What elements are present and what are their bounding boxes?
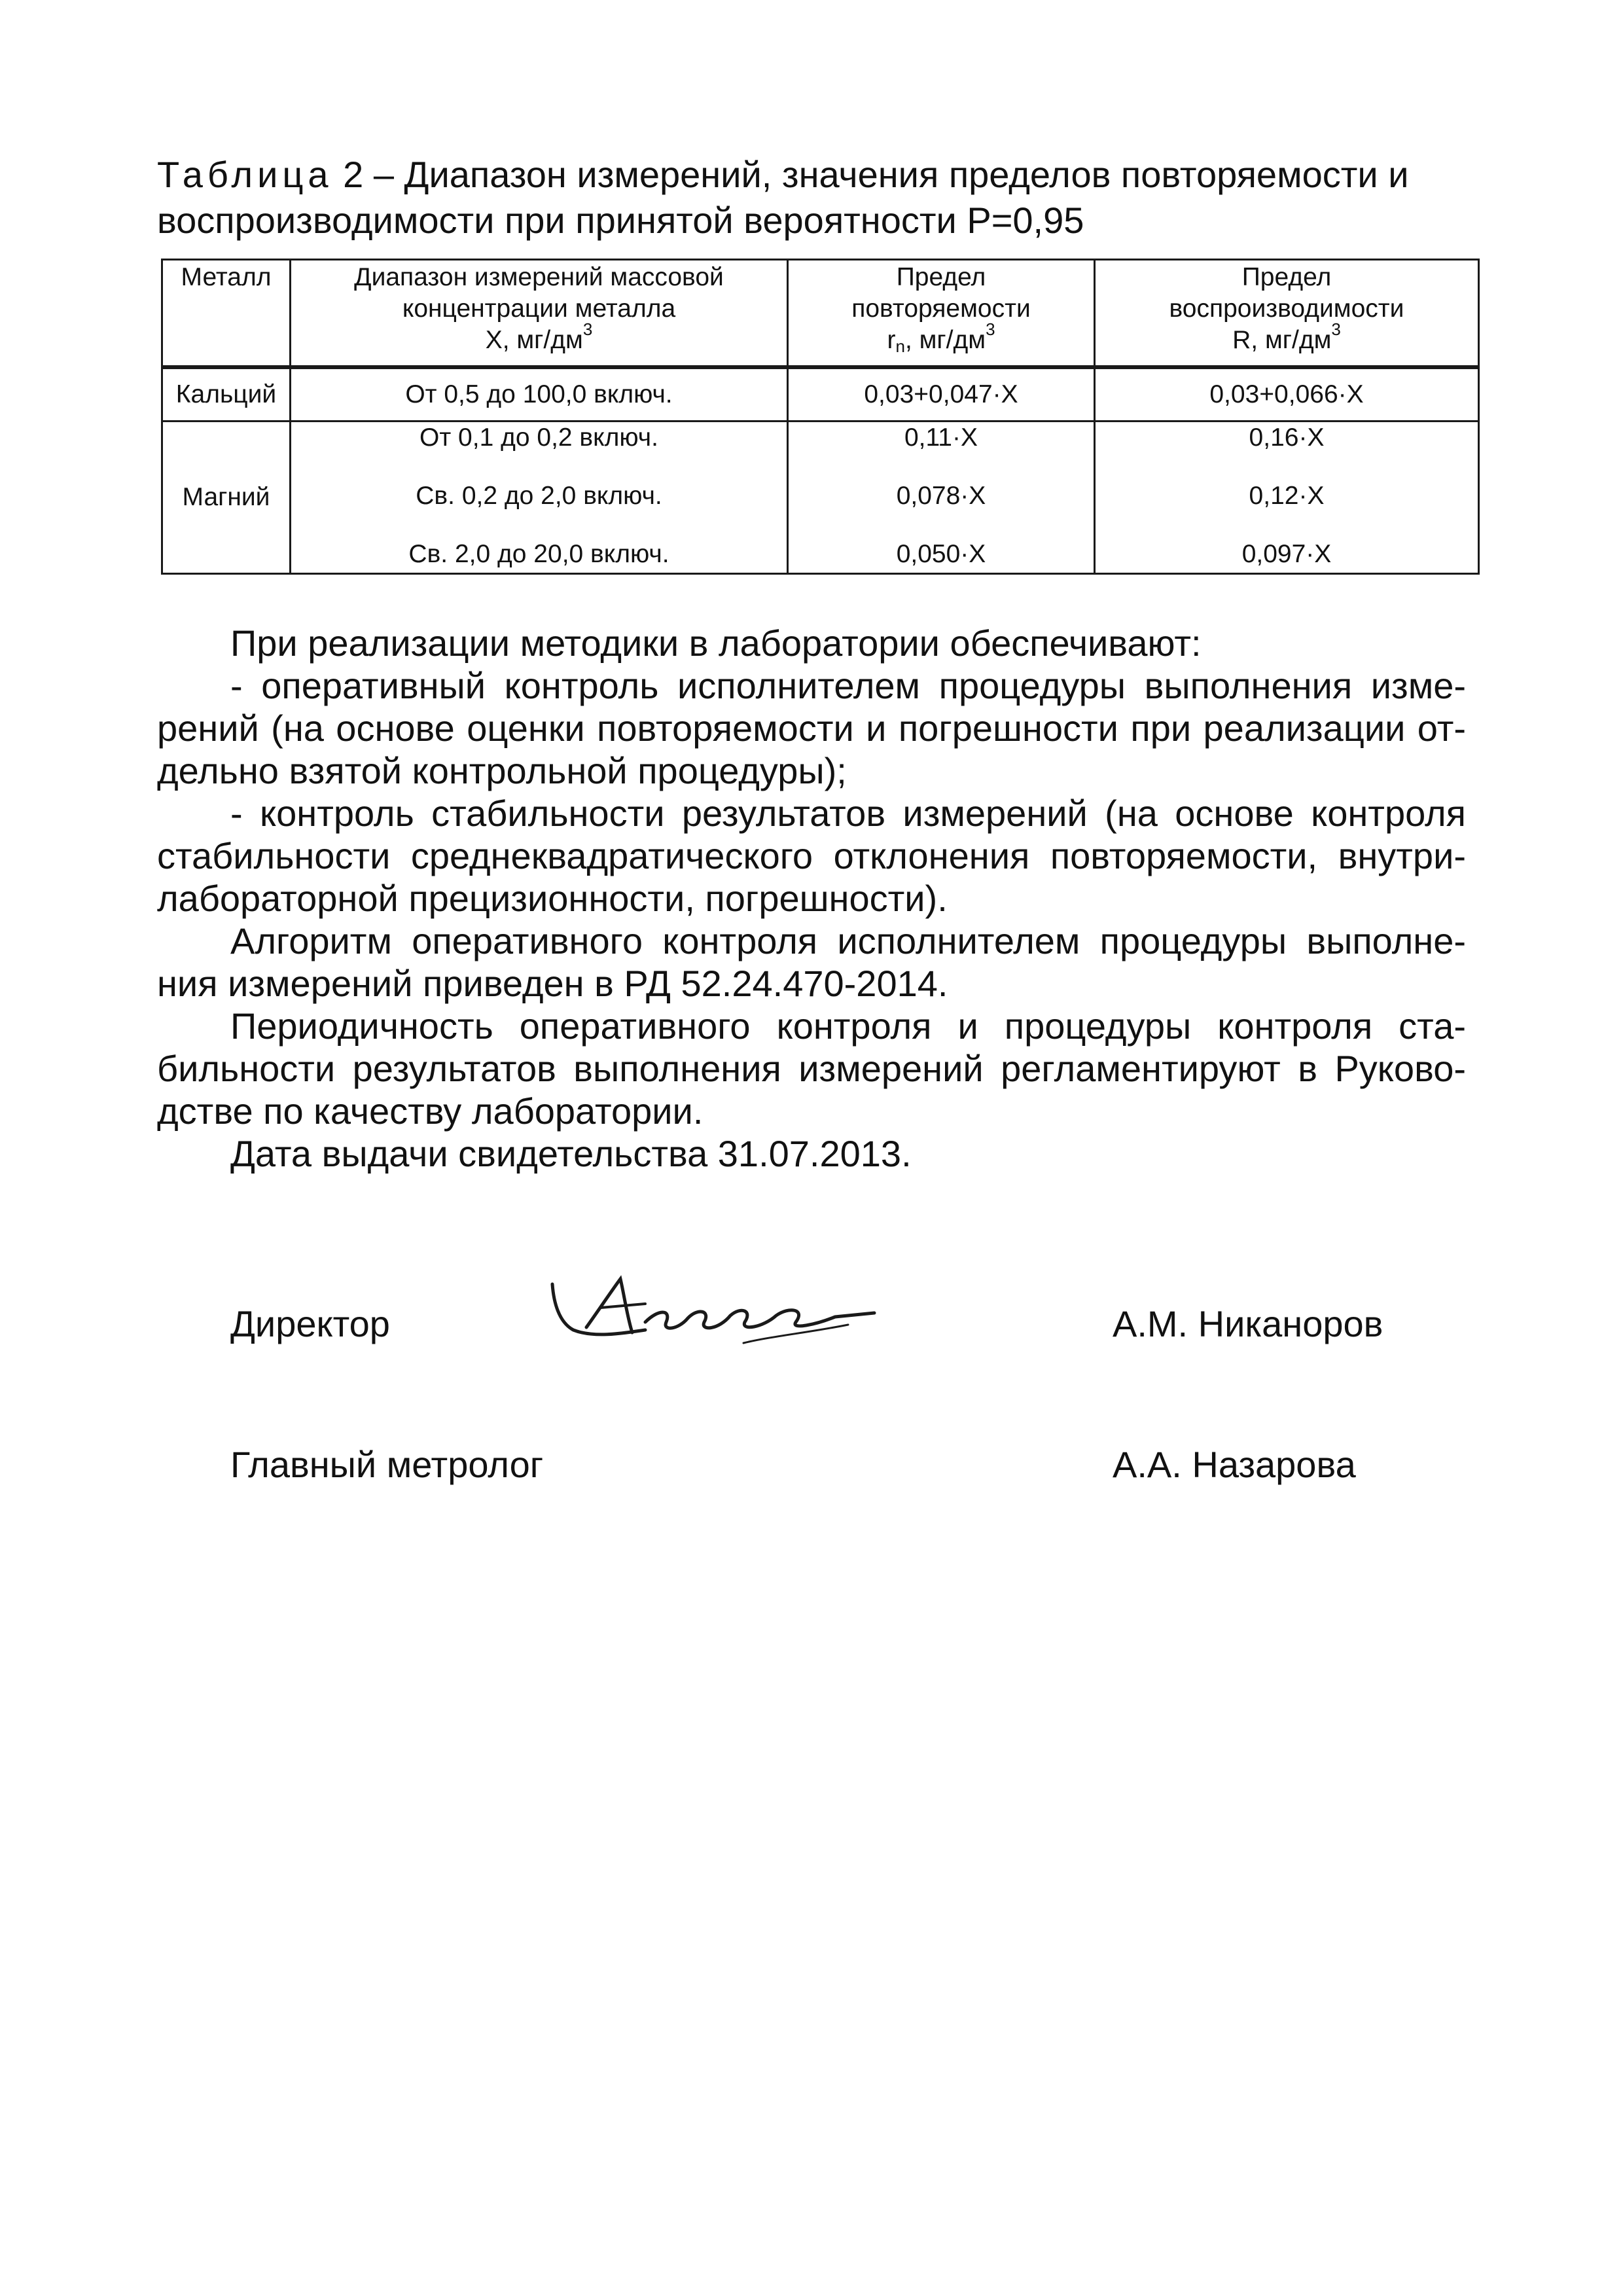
- range-value: Св. 0,2 до 2,0 включ.: [416, 482, 662, 510]
- cell-range: [291, 422, 788, 574]
- header-reproducibility: Предел воспроизводимости R, $мг/дм^3$: [1095, 260, 1479, 368]
- range-value: Св. 2,0 до 20,0 включ.: [408, 540, 669, 568]
- metrologist-title: Главный метролог: [230, 1444, 544, 1485]
- cell-metal: Кальций: [162, 367, 291, 422]
- cell-repeatability: 0,03+0,047·X: [788, 367, 1095, 422]
- table-header-row: [162, 260, 1479, 368]
- body-text: [157, 622, 1466, 1175]
- caption-line2: воспроизводимости при принятой вероятности Р=0,95: [157, 200, 1084, 241]
- header-metal: Металл: [162, 260, 291, 368]
- table-row: [162, 422, 1479, 574]
- cell-metal: Магний: [162, 422, 291, 574]
- table-row: [162, 367, 1479, 422]
- reproducibility-value: 0,12·X: [1249, 482, 1325, 510]
- signature-image: [547, 1270, 887, 1355]
- director-title: Директор: [230, 1303, 390, 1344]
- intro-paragraph: При реализации методики в лаборатории обеспечивают:: [230, 622, 1202, 664]
- issue-date-paragraph: Дата выдачи свидетельства 31.07.2013.: [230, 1133, 912, 1174]
- reproducibility-value: 0,16·X: [1249, 423, 1325, 452]
- cell-reproducibility: [1095, 422, 1479, 574]
- header-repeatability: Предел повторяемости $r_n$, $мг/дм^3$: [788, 260, 1095, 368]
- control-item-operational: - оперативный контроль исполнителем процедуры выполнения изме-рений (на основе оценки повторяемости и погрешности при реализации от-дельно взятой контрольной процедуры);: [157, 665, 1466, 791]
- table-caption: [157, 152, 1466, 243]
- algorithm-paragraph: Алгоритм оперативного контроля исполнителем процедуры выполне-ния измерений приведен в РД 52.24.470-2014.: [157, 920, 1466, 1004]
- reproducibility-value: 0,097·X: [1241, 540, 1332, 568]
- periodicity-paragraph: Периодичность оперативного контроля и процедуры контроля ста-бильности результатов выполнения измерений регламентируют в Руково-дстве по качеству лаборатории.: [157, 1005, 1466, 1132]
- caption-label: Таблица: [157, 154, 333, 195]
- metrologist-name: А.А. Назарова: [1113, 1444, 1356, 1485]
- caption-line1: 2 – Диапазон измерений, значения пределов повторяемости и: [332, 154, 1409, 195]
- range-value: От 0,1 до 0,2 включ.: [419, 423, 658, 452]
- control-item-stability: - контроль стабильности результатов измерений (на основе контроля стабильности среднеквадратического отклонения повторяемости, внутри-лабораторной прецизионности, погрешности).: [157, 793, 1466, 919]
- measurement-table: [161, 259, 1480, 575]
- repeatability-value: 0,050·X: [896, 540, 986, 568]
- director-name: А.М. Никаноров: [1113, 1303, 1383, 1344]
- cell-reproducibility: 0,03+0,066·X: [1095, 367, 1479, 422]
- cell-repeatability: [788, 422, 1095, 574]
- header-range: Диапазон измерений массовой концентрации металла X, $мг/дм^3$: [291, 260, 788, 368]
- repeatability-value: 0,078·X: [896, 482, 986, 510]
- repeatability-value: 0,11·X: [904, 423, 978, 452]
- cell-range: От 0,5 до 100,0 включ.: [291, 367, 788, 422]
